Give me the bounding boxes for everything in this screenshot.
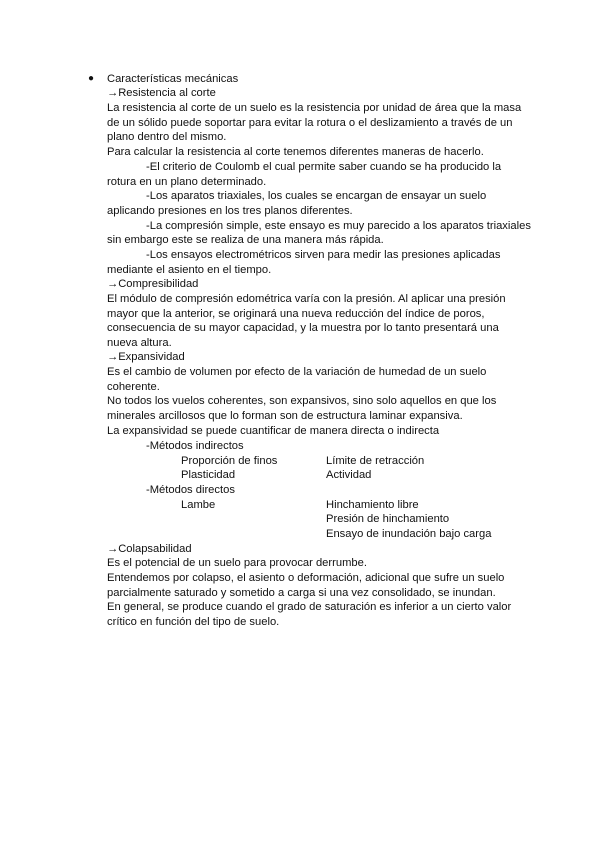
- method-item: -Los aparatos triaxiales, los cuales se encargan de ensayar un suelo: [146, 190, 487, 202]
- direct-method: Ensayo de inundación bajo carga: [326, 528, 492, 540]
- subheading-resistencia: →Resistencia al corte: [107, 87, 216, 99]
- bullet-dot: ●: [88, 73, 95, 84]
- paragraph-line: En general, se produce cuando el grado de saturación es inferior a un cierto valor: [107, 601, 512, 613]
- method-item-cont: mediante el asiento en el tiempo.: [107, 264, 272, 276]
- indirect-method: Actividad: [326, 469, 372, 481]
- paragraph-line: minerales arcillosos que lo forman son de estructura laminar expansiva.: [107, 410, 463, 422]
- direct-method: Lambe: [181, 499, 216, 511]
- indirect-method: Proporción de finos: [181, 455, 278, 467]
- methods-direct-label: -Métodos directos: [146, 484, 235, 496]
- method-item-cont: sin embargo este se realiza de una manera más rápida.: [107, 234, 384, 246]
- paragraph-line: El módulo de compresión edométrica varía con la presión. Al aplicar una presión: [107, 293, 506, 305]
- paragraph-line: Para calcular la resistencia al corte tenemos diferentes maneras de hacerlo.: [107, 146, 484, 158]
- method-item: -El criterio de Coulomb el cual permite saber cuando se ha producido la: [146, 161, 502, 173]
- method-item: -Los ensayos electrométricos sirven para medir las presiones aplicadas: [146, 249, 501, 261]
- paragraph-line: Es el cambio de volumen por efecto de la variación de humedad de un suelo: [107, 366, 487, 378]
- paragraph-line: de un sólido puede soportar para evitar la rotura o el deslizamiento a través de un: [107, 117, 513, 129]
- method-item-cont: rotura en un plano determinado.: [107, 176, 267, 188]
- method-item: -La compresión simple, este ensayo es muy parecido a los aparatos triaxiales: [146, 220, 531, 232]
- paragraph-line: mayor que la anterior, se originará una nueva reducción del índice de poros,: [107, 308, 485, 320]
- method-item-cont: aplicando presiones en los tres planos diferentes.: [107, 205, 353, 217]
- paragraph-line: nueva altura.: [107, 337, 172, 349]
- direct-method: Hinchamiento libre: [326, 499, 419, 511]
- paragraph-line: La expansividad se puede cuantificar de manera directa o indirecta: [107, 425, 440, 437]
- paragraph-line: parcialmente saturado y sometido a carga si una vez consolidado, se inundan.: [107, 587, 496, 599]
- methods-indirect-label: -Métodos indirectos: [146, 440, 244, 452]
- paragraph-line: Es el potencial de un suelo para provocar derrumbe.: [107, 557, 367, 569]
- indirect-method: Plasticidad: [181, 469, 236, 481]
- direct-method: Presión de hinchamiento: [326, 513, 450, 525]
- paragraph-line: plano dentro del mismo.: [107, 131, 227, 143]
- subheading-compresibilidad: →Compresibilidad: [107, 278, 199, 290]
- paragraph-line: La resistencia al corte de un suelo es la resistencia por unidad de área que la masa: [107, 102, 522, 114]
- paragraph-line: No todos los vuelos coherentes, son expansivos, sino solo aquellos en que los: [107, 395, 497, 407]
- indirect-method: Límite de retracción: [326, 455, 425, 467]
- subheading-expansividad: →Expansividad: [107, 351, 185, 363]
- section-heading: Características mecánicas: [107, 73, 239, 85]
- paragraph-line: consecuencia de su mayor capacidad, y la muestra por lo tanto presentará una: [107, 322, 499, 334]
- subheading-colapsabilidad: →Colapsabilidad: [107, 543, 192, 555]
- paragraph-line: Entendemos por colapso, el asiento o deformación, adicional que sufre un suelo: [107, 572, 505, 584]
- paragraph-line: coherente.: [107, 381, 160, 393]
- paragraph-line: crítico en función del tipo de suelo.: [107, 616, 280, 628]
